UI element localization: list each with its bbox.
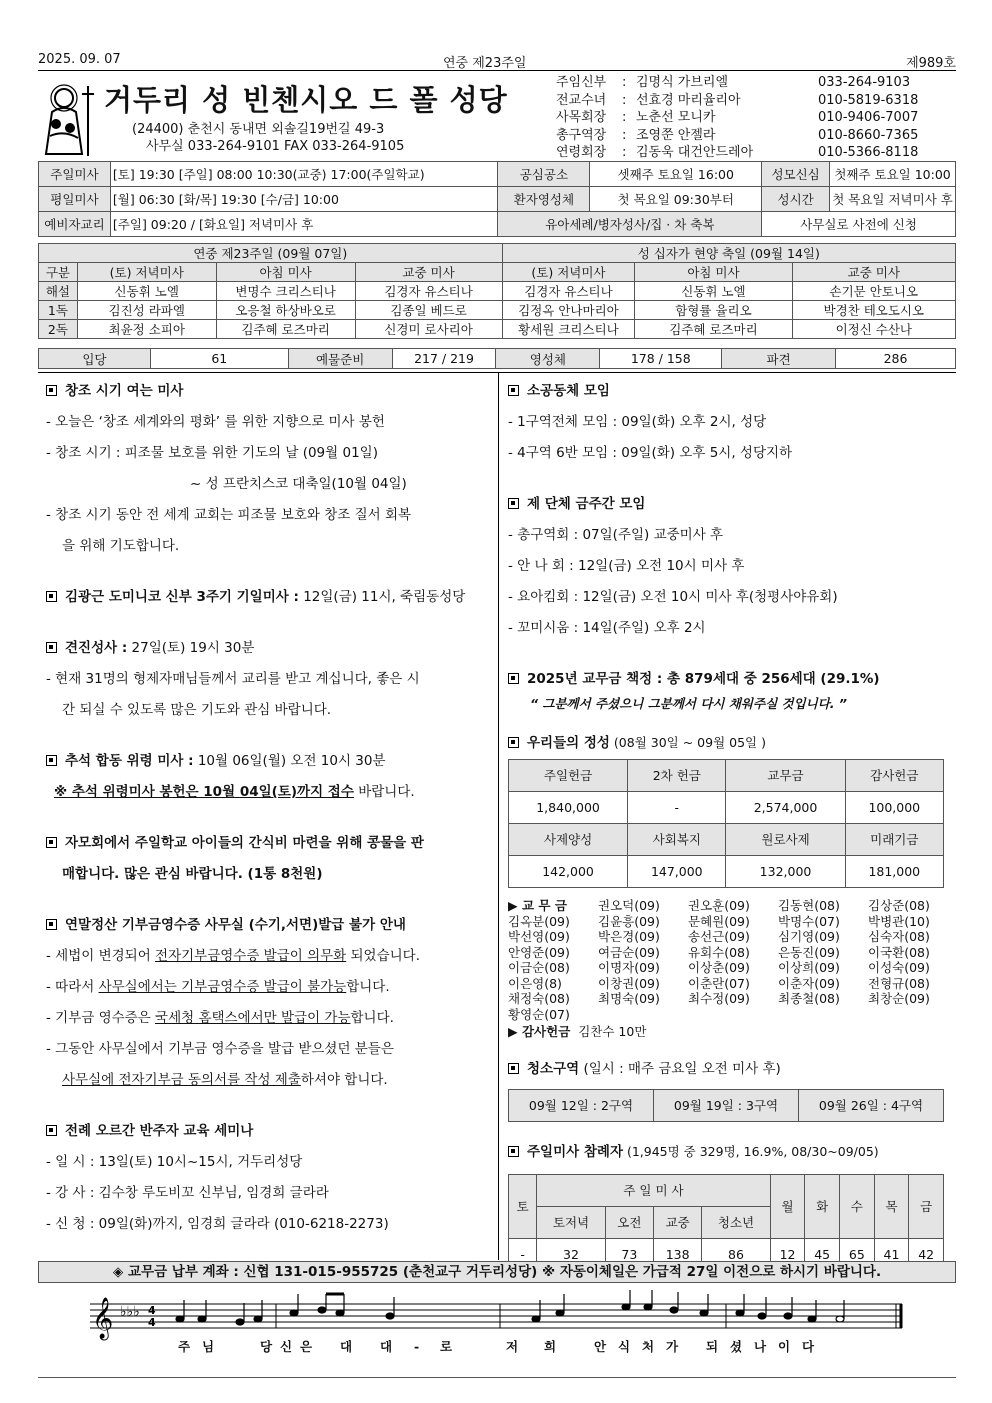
text-line: - 총구역회 : 07일(주일) 교중미사 후 <box>508 527 724 543</box>
text-line: - 창조 시기 동안 전 세계 교회는 피조물 보호와 창조 질서 회복 <box>46 507 412 523</box>
issue-number: 제989호 <box>906 56 956 71</box>
tithe-donor-name: 최명숙(09) <box>598 991 660 1006</box>
section-title: 견진성사 : 27일(토) 19시 30분 <box>46 633 491 664</box>
text-line: - 일 시 : 13일(토) 10시~15시, 거두리성당 <box>46 1154 303 1170</box>
staff-list <box>556 74 956 162</box>
table-row: 주일미사 [토] 19:30 [주일] 08:00 10:30(교중) 17:00(주일학교) 공심공소 셋째주 토요일 16:00 성모신심 첫째주 토요일 10:00 <box>39 162 956 187</box>
tithe-donor-name: 문혜원(09) <box>688 913 750 929</box>
table-row: 입당 61 예물준비 217 / 219 영성체 178 / 158 파견 286 <box>39 349 956 369</box>
table-row: 구분 (토) 저녁미사 아침 미사 교중 미사 (토) 저녁미사 아침 미사 교중 미사 <box>39 263 956 282</box>
tithe-donor-name: 이명자(09) <box>598 960 660 975</box>
square-bullet-icon <box>46 591 57 602</box>
tithe-donor-name: 이춘자(09) <box>778 975 840 991</box>
section-title: 제 단체 금주간 모임 <box>508 489 950 520</box>
text-line: - 세법이 변경되어 전자기부금영수증 발급이 의무화 되었습니다. <box>46 948 420 964</box>
tithe-donor-name: 김윤흥(09) <box>598 913 660 929</box>
liturgical-sunday: 연중 제23주일 <box>443 56 527 71</box>
tithe-donor-name: 송선근(09) <box>688 929 750 944</box>
text-line: - 안 나 회 : 12일(금) 오전 10시 미사 후 <box>508 558 745 574</box>
tithe-donor-list <box>508 898 950 1040</box>
church-address: (24400) 춘천시 동내면 외솔길19번길 49-3 <box>132 122 385 137</box>
section-title: 주일미사 참례자 (1,945명 중 329명, 16.9%, 08/30~09/05) <box>508 1136 950 1168</box>
text-line: - 기부금 영수증은 국세청 홈택스에서만 발급이 가능합니다. <box>46 1010 394 1026</box>
square-bullet-icon <box>46 919 57 930</box>
table-row: - 32 73 138 86 12 45 65 41 42 <box>509 1238 944 1270</box>
staff-row: 전교수녀 : 선효경 마리율리아 010-5819-6318 <box>556 92 919 108</box>
tithe-donor-name: 박명수(07) <box>778 913 840 929</box>
svg-text:♭♭♭: ♭♭♭ <box>120 1304 140 1320</box>
table-row: 주일헌금 2차 헌금 교무금 감사헌금 <box>509 760 944 792</box>
quote-line: “ 그분께서 주셨으니 그분께서 다시 채워주실 것입니다. ” <box>530 696 847 711</box>
hymn-lyrics: 주 님 당 신 은 대 대 - 로 저 희 안 식 처 가 되 셨 나 이 다 <box>178 1339 815 1354</box>
tithe-donor-name: 이창권(09) <box>598 975 660 991</box>
section-title: 2025년 교무금 책정 : 총 879세대 중 256세대 (29.1%) <box>508 664 950 695</box>
tithe-donor-name: 황영순(07) <box>508 1006 570 1022</box>
tithe-donor-name: 박은경(09) <box>598 929 660 944</box>
tithe-donor-name: 김상준(08) <box>868 898 930 913</box>
top-rule <box>38 70 956 71</box>
svg-text:4: 4 <box>148 1304 156 1317</box>
left-column <box>46 376 491 1240</box>
tithe-donor-name: 이금순(08) <box>508 960 570 975</box>
section-title: 소공동체 모임 <box>508 376 950 407</box>
staff-row: 사목회장 : 노춘선 모니카 010-9406-7007 <box>556 110 919 125</box>
table-row: 2독 최윤정 소피아 김주혜 로즈마리 신경미 로사리아 황세원 크리스티나 김주혜 로즈마리 이정신 수산나 <box>39 320 956 339</box>
text-line: 매합니다. 많은 관심 바랍니다. (1통 8천원) <box>62 866 323 882</box>
square-bullet-icon <box>508 737 519 748</box>
square-bullet-icon <box>508 385 519 396</box>
table-row: 토저녁 오전 교중 청소년 <box>509 1206 944 1238</box>
tithe-donor-name: 박병관(10) <box>868 913 930 929</box>
tithe-donor-name: 박선영(09) <box>508 929 570 944</box>
text-line: - 요아킴회 : 12일(금) 오전 10시 미사 후(청평사야유회) <box>508 589 838 605</box>
square-bullet-icon <box>46 642 57 653</box>
table-row: 142,000 147,000 132,000 181,000 <box>509 856 944 888</box>
section-title: 전례 오르간 반주자 교육 세미나 <box>46 1116 491 1147</box>
cleaning-table <box>508 1089 944 1122</box>
table-row: 평일미사 [월] 06:30 [화/목] 19:30 [수/금] 10:00 환자영성체 첫 목요일 09:30부터 성시간 첫 목요일 저녁미사 후 <box>39 187 956 212</box>
text-line: - 그동안 사무실에서 기부금 영수증을 발급 받으셨던 분들은 <box>46 1041 394 1057</box>
section-title: 김광근 도미니코 신부 3주기 기일미사 : 12일(금) 11시, 죽림동성당 <box>46 582 491 613</box>
church-name: 거두리 성 빈첸시오 드 폴 성당 <box>104 83 508 117</box>
text-line: ~ 성 프란치스코 대축일(10월 04일) <box>190 476 407 492</box>
tithe-donor-name: 채정숙(08) <box>508 991 570 1006</box>
tithe-donor-name: 이춘란(07) <box>688 975 750 991</box>
content-top-rule <box>38 372 956 373</box>
square-bullet-icon <box>46 1125 57 1136</box>
text-line: 간 되실 수 있도록 많은 기도와 관심 바랍니다. <box>62 702 332 718</box>
svg-text:4: 4 <box>148 1316 156 1329</box>
text-line: - 창조 시기 : 피조물 보호를 위한 기도의 날 (09월 01일) <box>46 445 378 461</box>
staff-row: 연령회장 : 김동욱 대건안드레아 010-5366-8118 <box>556 145 919 160</box>
square-bullet-icon <box>46 385 57 396</box>
tithe-donor-name: 이상희(09) <box>778 960 840 975</box>
section-title: 자모회에서 주일학교 아이들의 간식비 마련을 위해 콩물을 판 <box>46 828 491 859</box>
thanks-label: ▶ 감사헌금 <box>508 1024 571 1039</box>
tithe-donor-name: 이상춘(09) <box>688 960 750 975</box>
bottom-rule <box>38 1377 956 1378</box>
offering-table <box>508 759 944 888</box>
thanks-name: 김찬수 10만 <box>578 1024 647 1039</box>
tithe-donor-name: 최종철(08) <box>778 991 840 1006</box>
readers-table <box>38 243 956 339</box>
section-title: 청소구역 (일시 : 매주 금요일 오전 미사 후) <box>508 1054 950 1085</box>
tithe-donor-name: 심기영(09) <box>778 929 840 944</box>
square-bullet-icon <box>508 1063 519 1074</box>
office-phone: 사무실 033-264-9101 FAX 033-264-9105 <box>146 139 405 154</box>
square-bullet-icon <box>508 498 519 509</box>
tithe-donor-name: 심숙자(08) <box>868 929 930 944</box>
staff-row: 총구역장 : 조영쭌 안젤라 010-8660-7365 <box>556 127 919 143</box>
square-bullet-icon <box>508 1146 519 1157</box>
tithe-names-grid: ▶ 교 무 금 권오덕(09) 권오훈(09) 김동현(08) 김상준(08) 김옥분(09) 김윤흥(09) 문혜원(09) 박명수(07) 박병관(10) 박선영(09) 박은경(09) 송선근(09) 심기영(09) 심숙자(08) 안영준(09) 여금순(09) 유회수(08) 은동진(09) 이국환(08) 이금순(08) 이명자(09) 이상춘(09) 이상희(09) 이성숙(09) 이은영(8) 이창권(09) 이춘란(07) 이춘자(09) 전형규(08) 채정숙(08) 최명숙(09) 최수정(09) 최종철(08) 최창순(09) 황영순(07) <box>508 898 950 1022</box>
text-line: - 4구역 6반 모임 : 09일(화) 오후 5시, 성당지하 <box>508 445 793 461</box>
square-bullet-icon <box>508 673 519 684</box>
table-row: 09월 12일 : 2구역 09월 19일 : 3구역 09월 26일 : 4구역 <box>509 1089 944 1121</box>
tithe-donor-name: 이은영(8) <box>508 975 562 991</box>
mass-attendance-table <box>508 1174 944 1271</box>
staff-row: 주임신부 : 김명식 가브리엘 033-264-9103 <box>556 75 911 90</box>
square-bullet-icon <box>46 837 57 848</box>
text-line: 사무실에 전자기부금 동의서를 작성 제출하셔야 합니다. <box>62 1072 388 1088</box>
section-title: 우리들의 정성 (08월 30일 ~ 09월 05일 ) <box>508 727 950 759</box>
text-line: - 1구역전체 모임 : 09일(화) 오후 2시, 성당 <box>508 414 767 430</box>
tithe-account-banner: ◈ 교무금 납부 계좌 : 신협 131-015-955725 (춘천교구 거두리성당) ※ 자동이체일은 가급적 27일 이전으로 하시기 바랍니다. <box>38 1261 956 1283</box>
right-column <box>508 376 950 1271</box>
column-divider <box>498 372 499 1260</box>
mass-schedule-table <box>38 161 956 237</box>
table-row: 예비자교리 [주일] 09:20 / [화요일] 저녁미사 후 유아세례/병자성사/집 · 차 축복 사무실로 사전에 신청 <box>39 212 956 237</box>
saint-logo-icon <box>42 80 98 160</box>
text-line: - 현재 31명의 형제자매님들께서 교리를 받고 계십니다, 좋은 시 <box>46 671 420 687</box>
text-line: ※ 추석 위령미사 봉헌은 10월 04일(토)까지 접수 바랍니다. <box>54 784 415 800</box>
text-line: - 오늘은 ‘창조 세계와의 평화’ 를 위한 지향으로 미사 봉헌 <box>46 414 385 430</box>
top-line <box>38 52 956 72</box>
text-line: 을 위해 기도합니다. <box>62 538 180 554</box>
table-row: 해설 신동휘 노엘 변명수 크리스티나 김경자 유스티나 김경자 유스티나 신동휘 노엘 손기문 안토니오 <box>39 282 956 301</box>
section-title: 창조 시기 여는 미사 <box>46 376 491 407</box>
tithe-donor-name: 유회수(08) <box>688 944 750 960</box>
text-line: - 강 사 : 김수창 루도비꼬 신부님, 임경희 글라라 <box>46 1185 329 1201</box>
attendance-stats-table <box>38 348 956 369</box>
table-row: 1,840,000 - 2,574,000 100,000 <box>509 792 944 824</box>
text-line: - 따라서 사무실에서는 기부금영수증 발급이 불가능합니다. <box>46 979 390 995</box>
table-row: 1독 김진성 라파엘 오응철 하상바오로 김종일 베드로 김정옥 안나마리아 함형률 율리오 박경찬 테오도시오 <box>39 301 956 320</box>
tithe-donor-name: 권오덕(09) <box>598 898 660 913</box>
tithe-donor-name: 이성숙(09) <box>868 960 930 975</box>
section-title: 추석 합동 위령 미사 : 10월 06일(월) 오전 10시 30분 <box>46 746 491 777</box>
tithe-donor-name: 은동진(09) <box>778 944 840 960</box>
tithe-donor-name: 여금순(09) <box>598 944 660 960</box>
tithe-donor-name: 전형규(08) <box>868 975 930 991</box>
tithe-donor-name: 안영준(09) <box>508 944 570 960</box>
issue-date: 2025. 09. 07 <box>38 52 121 67</box>
tithe-donor-name: 최창순(09) <box>868 991 930 1006</box>
table-row: 연중 제23주일 (09월 07일) 성 십자가 현양 축일 (09월 14일) <box>39 244 956 263</box>
tithe-donor-name: 권오훈(09) <box>688 898 750 913</box>
table-row: 사제양성 사회복지 원로사제 미래기금 <box>509 824 944 856</box>
tithe-donor-name: 최수정(09) <box>688 991 750 1006</box>
text-line: - 신 청 : 09일(화)까지, 임경희 글라라 (010-6218-2273) <box>46 1216 389 1232</box>
text-line: - 꼬미시움 : 14일(주일) 오후 2시 <box>508 620 706 636</box>
svg-text:𝄞: 𝄞 <box>92 1298 114 1339</box>
tithe-donor-name: 김동현(08) <box>778 898 840 913</box>
tithe-donor-name: 이국환(08) <box>868 944 930 960</box>
tithe-donor-name: 김옥분(09) <box>508 913 570 929</box>
table-row: 토 주 일 미 사 월 화 수 목 금 <box>509 1174 944 1206</box>
section-title: 연말정산 기부금영수증 사무실 (수기,서면)발급 불가 안내 <box>46 910 491 941</box>
square-bullet-icon <box>46 755 57 766</box>
